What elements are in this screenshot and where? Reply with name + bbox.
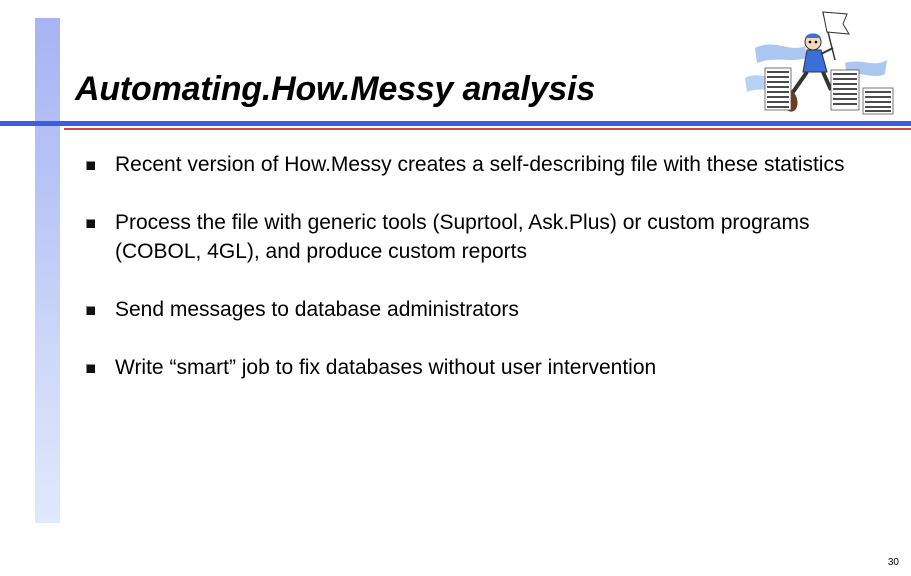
bullet-text: Process the file with generic tools (Suprtool, Ask.Plus) or custom programs (COBOL, 4GL), and produce custom reports — [115, 211, 810, 263]
side-decoration-bar — [35, 18, 60, 523]
square-bullet-icon — [86, 161, 95, 170]
bullet-text: Recent version of How.Messy creates a self-describing file with these statistics — [115, 153, 845, 176]
bullet-text: Write “smart” job to fix databases without user intervention — [115, 356, 657, 379]
bullet-item — [86, 353, 886, 382]
bullet-list — [86, 150, 886, 411]
bullet-text: Send messages to database administrators — [115, 298, 519, 321]
bullet-item — [86, 208, 886, 266]
bullet-item — [86, 295, 886, 324]
title-rule-blue — [0, 121, 911, 126]
page-number: 30 — [887, 557, 899, 568]
square-bullet-icon — [86, 219, 95, 228]
bullet-item — [86, 150, 886, 179]
square-bullet-icon — [86, 306, 95, 315]
person-with-flag-and-papers-icon — [735, 8, 895, 120]
title-rule-red — [64, 128, 911, 130]
slide-title: Automating.How.Messy analysis — [75, 70, 596, 108]
square-bullet-icon — [86, 364, 95, 373]
